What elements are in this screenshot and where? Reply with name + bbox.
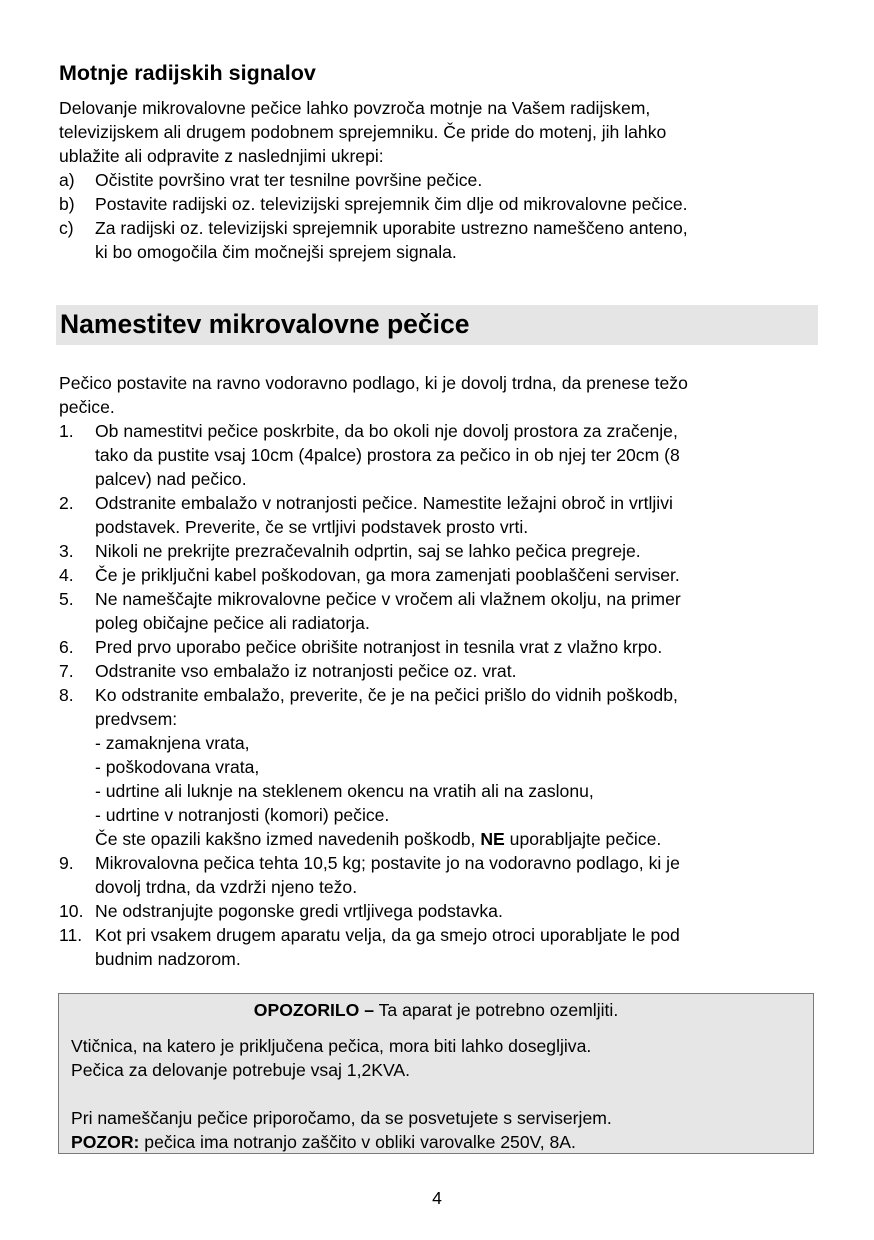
section-heading-band [56,305,818,345]
section-installation [59,371,819,971]
section-heading: Motnje radijskih signalov [59,61,316,85]
list-marker: 10. [59,901,84,921]
list-item [59,539,819,563]
text-line: Delovanje mikrovalovne pečice lahko povzroča motnje na Vašem radijskem, [59,98,651,118]
item-line: palcev) nad pečico. [95,469,247,489]
text-line: televizijskem ali drugem podobnem sprejemniku. Če pride do motenj, jih lahko [59,122,667,142]
text-span: pečica ima notranjo zaščito v obliki varovalke 250V, 8A. [139,1132,576,1152]
list-marker: b) [59,194,75,214]
item-line: Če je priključni kabel poškodovan, ga mora zamenjati pooblaščeni serviser. [95,565,680,585]
item-line: Odstranite vso embalažo iz notranjosti pečice oz. vrat. [95,661,517,681]
item-line: Ko odstranite embalažo, preverite, če je na pečici prišlo do vidnih poškodb, [95,685,678,705]
item-line: - zamaknjena vrata, [95,733,250,753]
warning-title [59,998,813,1022]
text-line: Pečica za delovanje potrebuje vsaj 1,2KVA. [71,1060,411,1080]
list-item [59,192,819,216]
list-marker: 4. [59,565,74,585]
list-marker: 7. [59,661,74,681]
list-marker: 11. [59,925,83,945]
item-line: poleg običajne pečice ali radiatorja. [95,613,370,633]
list-item [59,168,819,192]
item-line: - udrtine v notranjosti (komori) pečice. [95,805,390,825]
list-item [59,587,819,635]
list-item [59,899,819,923]
spacer [71,1082,813,1106]
item-line: tako da pustite vsaj 10cm (4palce) prostora za pečico in ob njej ter 20cm (8 [95,445,680,465]
list-item [59,851,819,899]
list-marker: 2. [59,493,74,513]
text-span: Če ste opazili kakšno izmed navedenih poškodb, [95,829,481,849]
list-item [59,635,819,659]
section-radio-interference [59,58,819,264]
measure-list [59,168,819,264]
item-line: Mikrovalovna pečica tehta 10,5 kg; postavite jo na vodoravno podlago, ki je [95,853,680,873]
list-marker: 9. [59,853,74,873]
page-number: 4 [432,1188,442,1208]
item-line: dovolj trdna, da vzdrži njeno težo. [95,877,358,897]
text-span: uporabljajte pečice. [504,829,662,849]
item-line: Za radijski oz. televizijski sprejemnik uporabite ustrezno nameščeno anteno, [95,218,688,238]
item-line [95,827,819,851]
item-line: Pred prvo uporabo pečice obrišite notranjost in tesnila vrat z vlažno krpo. [95,637,663,657]
item-line: podstavek. Preverite, če se vrtljivi podstavek prosto vrti. [95,517,529,537]
list-marker: c) [59,218,74,238]
list-marker: a) [59,170,75,190]
text-line: pečice. [59,397,115,417]
warning-label: OPOZORILO – [253,1000,375,1020]
item-line: Ne odstranjujte pogonske gredi vrtljivega podstavka. [95,901,503,921]
warning-text: Ta aparat je potrebno ozemljiti. [374,1000,619,1020]
item-line: Očistite površino vrat ter tesnilne površine pečice. [95,170,483,190]
text-line: Pečico postavite na ravno vodoravno podlago, ki je dovolj trdna, da prenese težo [59,373,688,393]
intro-paragraph [59,96,819,168]
list-item [59,659,819,683]
item-line: Kot pri vsakem drugem aparatu velja, da ga smejo otroci uporabljate le pod [95,925,680,945]
list-marker: 6. [59,637,74,657]
item-line: predvsem: [95,709,178,729]
item-line: Postavite radijski oz. televizijski sprejemnik čim dlje od mikrovalovne pečice. [95,194,688,214]
warning-body [59,1034,813,1154]
list-item [59,563,819,587]
item-line: - poškodovana vrata, [95,757,260,777]
list-marker: 8. [59,685,74,705]
text-line: Vtičnica, na katero je priključena pečica, mora biti lahko dosegljiva. [71,1036,592,1056]
list-item [59,923,819,971]
item-line: ki bo omogočila čim močnejši sprejem signala. [95,242,457,262]
list-item [59,683,819,851]
item-line: - udrtine ali luknje na steklenem okencu na vratih ali na zaslonu, [95,781,594,801]
intro-paragraph [59,371,819,419]
text-line [71,1130,813,1154]
list-item [59,491,819,539]
list-marker: 5. [59,589,74,609]
text-line: ublažite ali odpravite z naslednjimi ukrepi: [59,146,384,166]
item-line: Odstranite embalažo v notranjosti pečice. Namestite ležajni obroč in vrtljivi [95,493,673,513]
item-line: budnim nadzorom. [95,949,241,969]
list-marker: 3. [59,541,74,561]
item-line: Ob namestitvi pečice poskrbite, da bo okoli nje dovolj prostora za zračenje, [95,421,678,441]
caution-label: POZOR: [71,1132,140,1152]
section-heading: Namestitev mikrovalovne pečice [60,309,470,339]
list-item [59,419,819,491]
list-item [59,216,819,264]
item-line: Nikoli ne prekrijte prezračevalnih odprtin, saj se lahko pečica pregreje. [95,541,641,561]
warning-box [58,993,814,1154]
installation-list [59,419,819,971]
list-marker: 1. [59,421,74,441]
emphasis-ne: NE [480,829,505,849]
text-line: Pri nameščanju pečice priporočamo, da se posvetujete s serviserjem. [71,1108,612,1128]
item-line: Ne nameščajte mikrovalovne pečice v vročem ali vlažnem okolju, na primer [95,589,681,609]
